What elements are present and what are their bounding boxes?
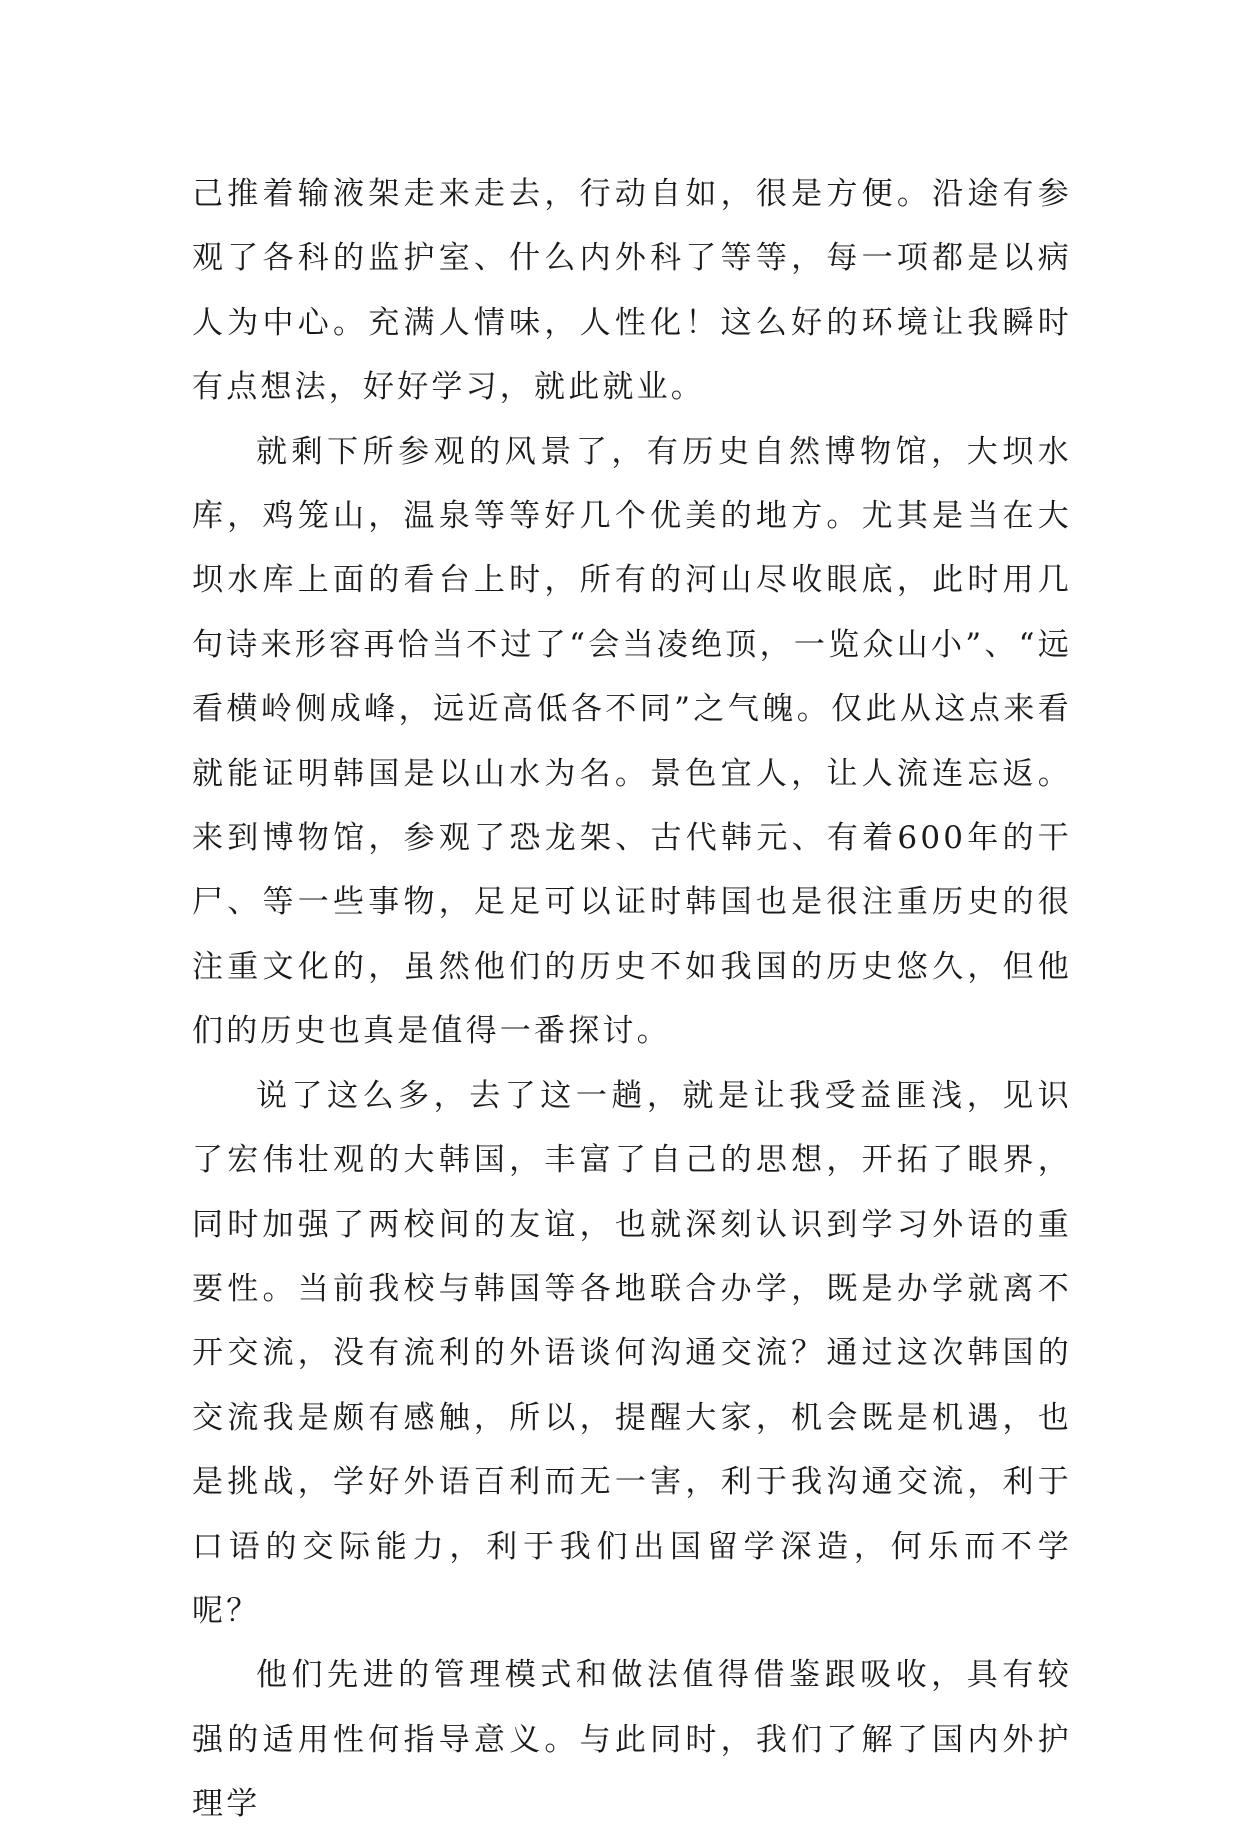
paragraph-management: 他们先进的管理模式和做法值得借鉴跟吸收，具有较强的适用性何指导意义。与此同时，我们了解了国内外护理学 bbox=[192, 1657, 1072, 1823]
paragraph-scenery: 就剩下所参观的风景了，有历史自然博物馆，大坝水库，鸡笼山，温泉等等好几个优美的地方。尤其是当在大坝水库上面的看台上时，所有的河山尽收眼底，此时用几句诗来形容再恰当不过了“会当凌绝顶，一览众山小”、“远看横岭侧成峰，远近高低各不同”之气魄。仅此从这点来看就能证明韩国是以山水为名。景色宜人，让人流连忘返。来到博物馆，参观了恐龙架、古代韩元、有着600年的干尸、等一些事物，足足可以证时韩国也是很注重历史的很注重文化的，虽然他们的历史不如我国的历史悠久，但他们的历史也真是值得一番探讨。 bbox=[192, 433, 1072, 1050]
paragraph-reflection: 说了这么多，去了这一趟，就是让我受益匪浅，见识了宏伟壮观的大韩国，丰富了自己的思想，开拓了眼界，同时加强了两校间的友谊，也就深刻认识到学习外语的重要性。当前我校与韩国等各地联合办学，既是办学就离不开交流，没有流利的外语谈何沟通交流？通过这次韩国的交流我是颇有感触，所以，提醒大家，机会既是机遇，也是挑战，学好外语百利而无一害，利于我沟通交流，利于口语的交际能力，利于我们出国留学深造，何乐而不学呢？ bbox=[192, 1077, 1072, 1629]
document-body bbox=[192, 162, 1072, 1837]
paragraph-continuation: 己推着输液架走来走去，行动自如，很是方便。沿途有参观了各科的监护室、什么内外科了等等，每一项都是以病人为中心。充满人情味，人性化！这么好的环境让我瞬时有点想法，好好学习，就此就业。 bbox=[192, 176, 1072, 406]
